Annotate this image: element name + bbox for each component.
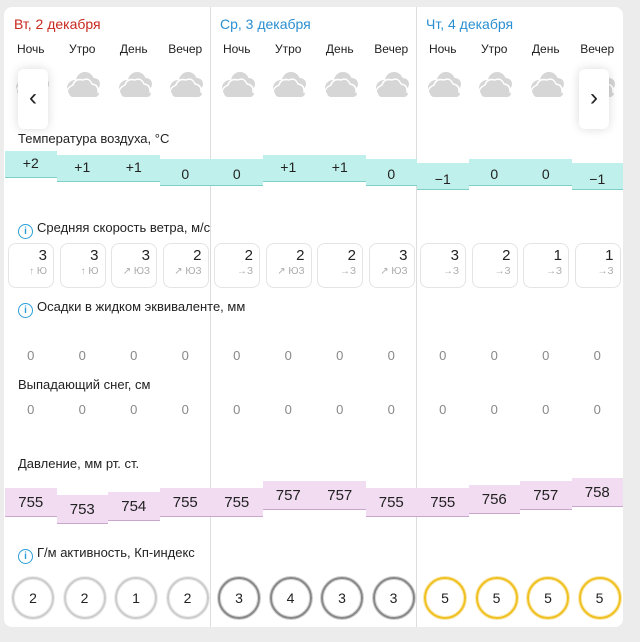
precip-label-text: Осадки в жидком эквиваленте, мм: [37, 299, 246, 314]
wind-label: [18, 220, 210, 239]
kp-index-badge: 5: [476, 577, 518, 619]
day-header: Чт, 4 декабря: [426, 16, 514, 32]
kp-label-text: Г/м активность, Кп-индекс: [37, 545, 195, 560]
snow-value: 0: [387, 402, 395, 417]
wind-speed: 2: [244, 247, 253, 264]
cloudy-icon: [57, 69, 109, 106]
wind-direction: ↑ Ю: [29, 266, 47, 277]
temperature-value: +2: [22, 155, 39, 171]
wind-direction: ↗ ЮЗ: [122, 266, 150, 277]
wind-direction: →З: [545, 266, 562, 277]
snow-value: 0: [181, 402, 189, 417]
pressure-value: 757: [275, 487, 301, 504]
precip-value: 0: [78, 348, 86, 363]
precip-value: 0: [181, 348, 189, 363]
snow-value: 0: [490, 402, 498, 417]
snow-value: 0: [336, 402, 344, 417]
cloudy-icon: [160, 69, 212, 106]
kp-index-badge: 2: [12, 577, 54, 619]
pressure-value: 755: [172, 494, 198, 511]
cloudy-icon: [263, 69, 315, 106]
snow-value: 0: [78, 402, 86, 417]
period-label: Утро: [69, 42, 96, 56]
period-label: Вечер: [374, 42, 409, 56]
kp-index-badge: 3: [218, 577, 260, 619]
prev-button[interactable]: ‹: [18, 69, 48, 129]
temperature-value: +1: [280, 159, 297, 175]
wind-cell: [523, 243, 569, 288]
precip-value: 0: [490, 348, 498, 363]
wind-speed: 3: [90, 247, 99, 264]
wind-speed: 1: [553, 247, 562, 264]
temperature-value: +1: [74, 159, 91, 175]
precip-value: 0: [130, 348, 138, 363]
period-label: День: [531, 42, 560, 56]
period-label: Утро: [275, 42, 302, 56]
wind-cell: [420, 243, 466, 288]
snow-label: Выпадающий снег, см: [18, 377, 151, 392]
kp-index-badge: 3: [321, 577, 363, 619]
kp-label: [18, 545, 195, 564]
temperature-value: +1: [125, 159, 142, 175]
wind-cell: [8, 243, 54, 288]
info-icon[interactable]: i: [18, 224, 33, 239]
wind-direction: →З: [339, 266, 356, 277]
pressure-label: Давление, мм рт. ст.: [18, 456, 140, 471]
wind-cell: [163, 243, 209, 288]
cloudy-icon: [520, 69, 572, 106]
wind-cell: [472, 243, 518, 288]
wind-direction: ↗ ЮЗ: [174, 266, 202, 277]
period-label: Ночь: [428, 42, 457, 56]
precip-value: 0: [27, 348, 35, 363]
wind-cell: [369, 243, 415, 288]
cloudy-icon: [417, 69, 469, 106]
info-icon[interactable]: i: [18, 549, 33, 564]
period-label: Вечер: [580, 42, 615, 56]
wind-speed: 2: [347, 247, 356, 264]
wind-speed: 2: [193, 247, 202, 264]
temperature-value: 0: [181, 166, 190, 182]
precip-value: 0: [284, 348, 292, 363]
wind-cell: [317, 243, 363, 288]
wind-direction: →З: [236, 266, 253, 277]
temperature-value: 0: [541, 166, 550, 182]
temperature-value: 0: [490, 166, 499, 182]
wind-direction: ↗ ЮЗ: [380, 266, 408, 277]
wind-direction: →З: [494, 266, 511, 277]
cloudy-icon: [314, 69, 366, 106]
pressure-value: 755: [430, 494, 456, 511]
kp-index-badge: 2: [167, 577, 209, 619]
precip-value: 0: [233, 348, 241, 363]
info-icon[interactable]: i: [18, 303, 33, 318]
cloudy-icon: [366, 69, 418, 106]
kp-index-badge: 5: [579, 577, 621, 619]
wind-label-text: Средняя скорость ветра, м/с: [37, 220, 211, 235]
precip-value: 0: [387, 348, 395, 363]
wind-cell: [214, 243, 260, 288]
temperature-value: +1: [331, 159, 348, 175]
wind-speed: 2: [296, 247, 305, 264]
kp-index-badge: 2: [64, 577, 106, 619]
wind-speed: 3: [399, 247, 408, 264]
kp-index-badge: 1: [115, 577, 157, 619]
temperature-value: −1: [589, 171, 606, 187]
temperature-value: −1: [434, 171, 451, 187]
day-header: Вт, 2 декабря: [14, 16, 101, 32]
kp-index-badge: 3: [373, 577, 415, 619]
kp-index-badge: 5: [527, 577, 569, 619]
wind-cell: [111, 243, 157, 288]
period-label: Ночь: [16, 42, 45, 56]
wind-speed: 1: [605, 247, 614, 264]
wind-direction: →З: [442, 266, 459, 277]
snow-value: 0: [542, 402, 550, 417]
snow-value: 0: [27, 402, 35, 417]
temperature-value: 0: [387, 166, 396, 182]
pressure-value: 755: [224, 494, 250, 511]
pressure-value: 757: [327, 487, 353, 504]
kp-index-badge: 5: [424, 577, 466, 619]
pressure-value: 753: [69, 501, 95, 518]
cloudy-icon: [108, 69, 160, 106]
period-label: Вечер: [168, 42, 203, 56]
precip-value: 0: [439, 348, 447, 363]
pressure-value: 754: [121, 497, 147, 515]
period-label: День: [325, 42, 354, 56]
snow-value: 0: [593, 402, 601, 417]
period-label: Ночь: [222, 42, 251, 56]
wind-cell: [266, 243, 312, 288]
snow-value: 0: [284, 402, 292, 417]
pressure-value: 758: [584, 483, 610, 501]
temperature-label: Температура воздуха, °C: [18, 131, 170, 146]
next-button[interactable]: ›: [579, 69, 609, 129]
wind-speed: 2: [502, 247, 511, 264]
pressure-value: 756: [481, 490, 507, 508]
day-header: Ср, 3 декабря: [220, 16, 311, 32]
period-label: День: [119, 42, 148, 56]
precip-value: 0: [593, 348, 601, 363]
pressure-value: 755: [18, 494, 44, 511]
wind-direction: ↗ ЮЗ: [277, 266, 305, 277]
precip-value: 0: [542, 348, 550, 363]
pressure-value: 757: [533, 487, 559, 504]
snow-value: 0: [130, 402, 138, 417]
wind-cell: [60, 243, 106, 288]
period-label: Утро: [481, 42, 508, 56]
snow-value: 0: [439, 402, 447, 417]
temperature-value: 0: [232, 166, 241, 182]
wind-direction: →З: [597, 266, 614, 277]
forecast-card: [4, 7, 623, 627]
wind-cell: [575, 243, 621, 288]
wind-speed: 3: [450, 247, 459, 264]
wind-direction: ↑ Ю: [80, 266, 99, 277]
cloudy-icon: [469, 69, 521, 106]
cloudy-icon: [211, 69, 263, 106]
wind-speed: 3: [38, 247, 47, 264]
precip-value: 0: [336, 348, 344, 363]
pressure-value: 755: [378, 494, 404, 511]
wind-speed: 3: [141, 247, 150, 264]
kp-index-badge: 4: [270, 577, 312, 619]
precip-label: [18, 299, 245, 318]
snow-value: 0: [233, 402, 241, 417]
